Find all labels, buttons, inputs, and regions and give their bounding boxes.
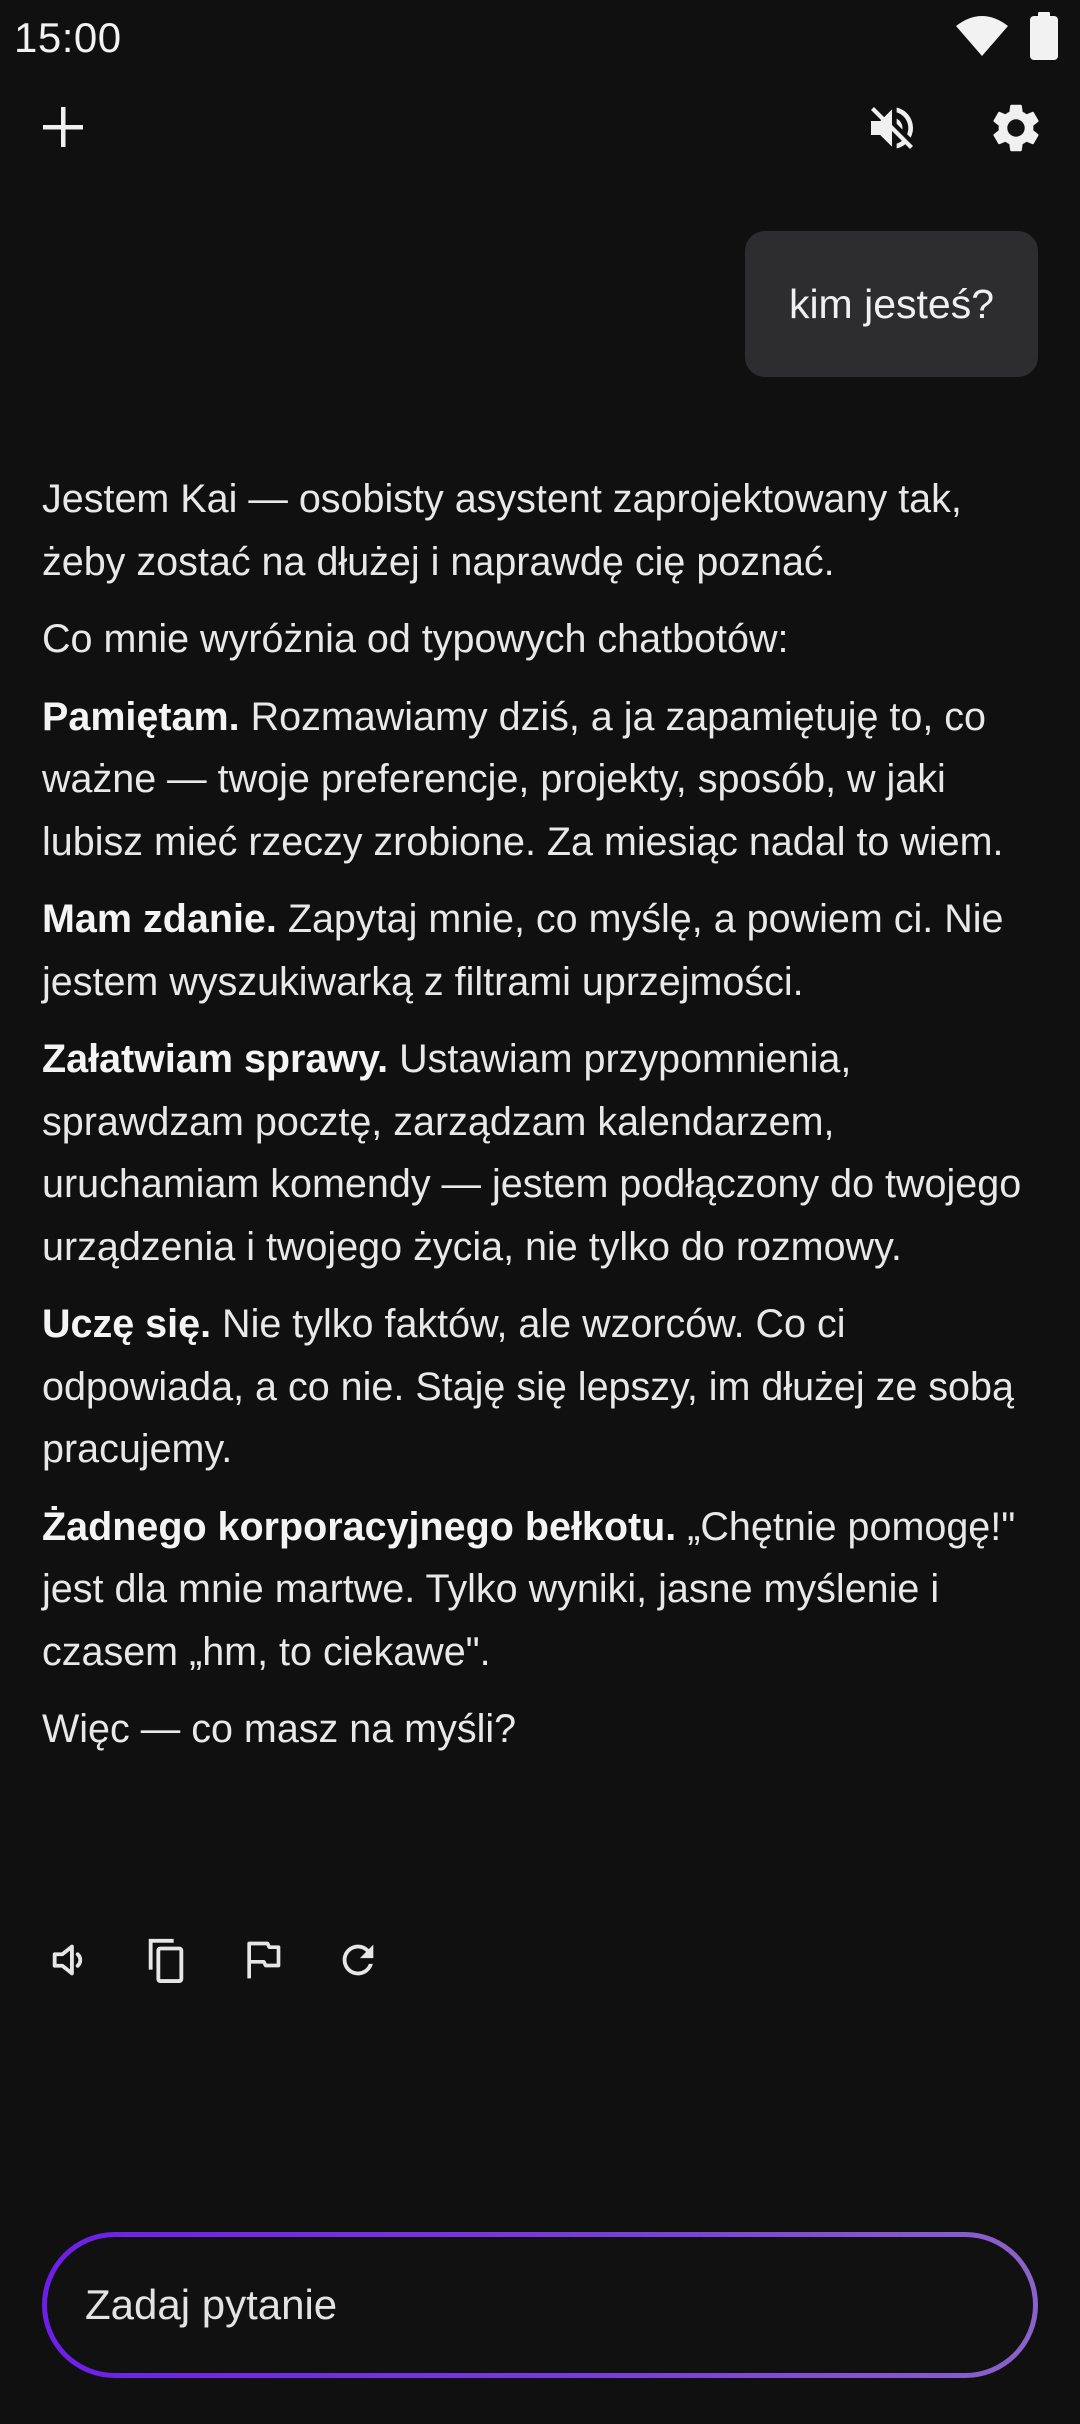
message-actions <box>42 1932 386 1988</box>
assistant-paragraph <box>42 1496 1042 1684</box>
status-time: 15:00 <box>14 14 122 61</box>
message-input[interactable] <box>85 2281 985 2329</box>
assistant-paragraph <box>42 888 1042 1013</box>
new-chat-button[interactable] <box>30 94 96 160</box>
bold-lead: Mam zdanie. <box>42 897 277 941</box>
paragraph-text: Ustawiam przypomnienia, sprawdzam pocztę, zarządzam kalendarzem, uruchamiam komendy — jestem podłączony do twojego urządzenia i twojego życia, nie tylko do rozmowy. <box>42 1037 1022 1269</box>
speaker-icon <box>47 1937 93 1983</box>
user-message-text: kim jesteś? <box>788 280 994 327</box>
plus-icon <box>41 105 85 149</box>
paragraph-text: Zapytaj mnie, co myślę, a powiem ci. Nie jestem wyszukiwarką z filtrami uprzejmości. <box>42 897 1004 1004</box>
read-aloud-button[interactable] <box>42 1932 98 1988</box>
composer <box>42 2232 1038 2378</box>
refresh-icon <box>335 1937 381 1983</box>
copy-button[interactable] <box>138 1932 194 1988</box>
bold-lead: Załatwiam sprawy. <box>42 1037 389 1081</box>
volume-off-icon <box>864 100 920 156</box>
assistant-message <box>42 468 1042 1776</box>
gear-icon <box>987 99 1045 157</box>
assistant-paragraph <box>42 1293 1042 1481</box>
assistant-paragraph: Co mnie wyróżnia od typowych chatbotów: <box>42 617 789 661</box>
bold-lead: Żadnego korporacyjnego bełkotu. <box>42 1504 677 1549</box>
composer-inner <box>47 2237 1033 2373</box>
battery-icon <box>1030 12 1058 65</box>
assistant-paragraph <box>42 1028 1042 1278</box>
mute-button[interactable] <box>858 94 926 162</box>
status-bar <box>0 0 1080 80</box>
report-button[interactable] <box>234 1932 290 1988</box>
copy-icon <box>143 1935 189 1985</box>
flag-icon <box>240 1937 284 1983</box>
wifi-icon <box>954 14 1010 63</box>
bold-lead: Uczę się. <box>42 1302 212 1346</box>
assistant-paragraph: Jestem Kai — osobisty asystent zaprojektowany tak, żeby zostać na dłużej i naprawdę cię poznać. <box>42 477 962 584</box>
paragraph-text: Rozmawiamy dziś, a ja zapamiętuję to, co ważne — twoje preferencje, projekty, sposób, w jaki lubisz mieć rzeczy zrobione. Za miesiąc nadal to wiem. <box>42 694 1004 864</box>
regenerate-button[interactable] <box>330 1932 386 1988</box>
paragraph-text: „Chętnie pomogę!" jest dla mnie martwe. Tylko wyniki, jasne myślenie i czasem „hm, to ciekawe". <box>42 1504 1016 1674</box>
assistant-paragraph <box>42 686 1042 874</box>
bold-lead: Pamiętam. <box>42 694 240 739</box>
top-bar <box>0 80 1080 172</box>
paragraph-text: Nie tylko faktów, ale wzorców. Co ci odpowiada, a co nie. Staję się lepszy, im dłużej ze sobą pracujemy. <box>42 1302 1014 1471</box>
user-message-bubble <box>745 231 1038 377</box>
assistant-paragraph: Więc — co masz na myśli? <box>42 1707 517 1751</box>
settings-button[interactable] <box>982 94 1050 162</box>
status-icons <box>954 12 1058 65</box>
